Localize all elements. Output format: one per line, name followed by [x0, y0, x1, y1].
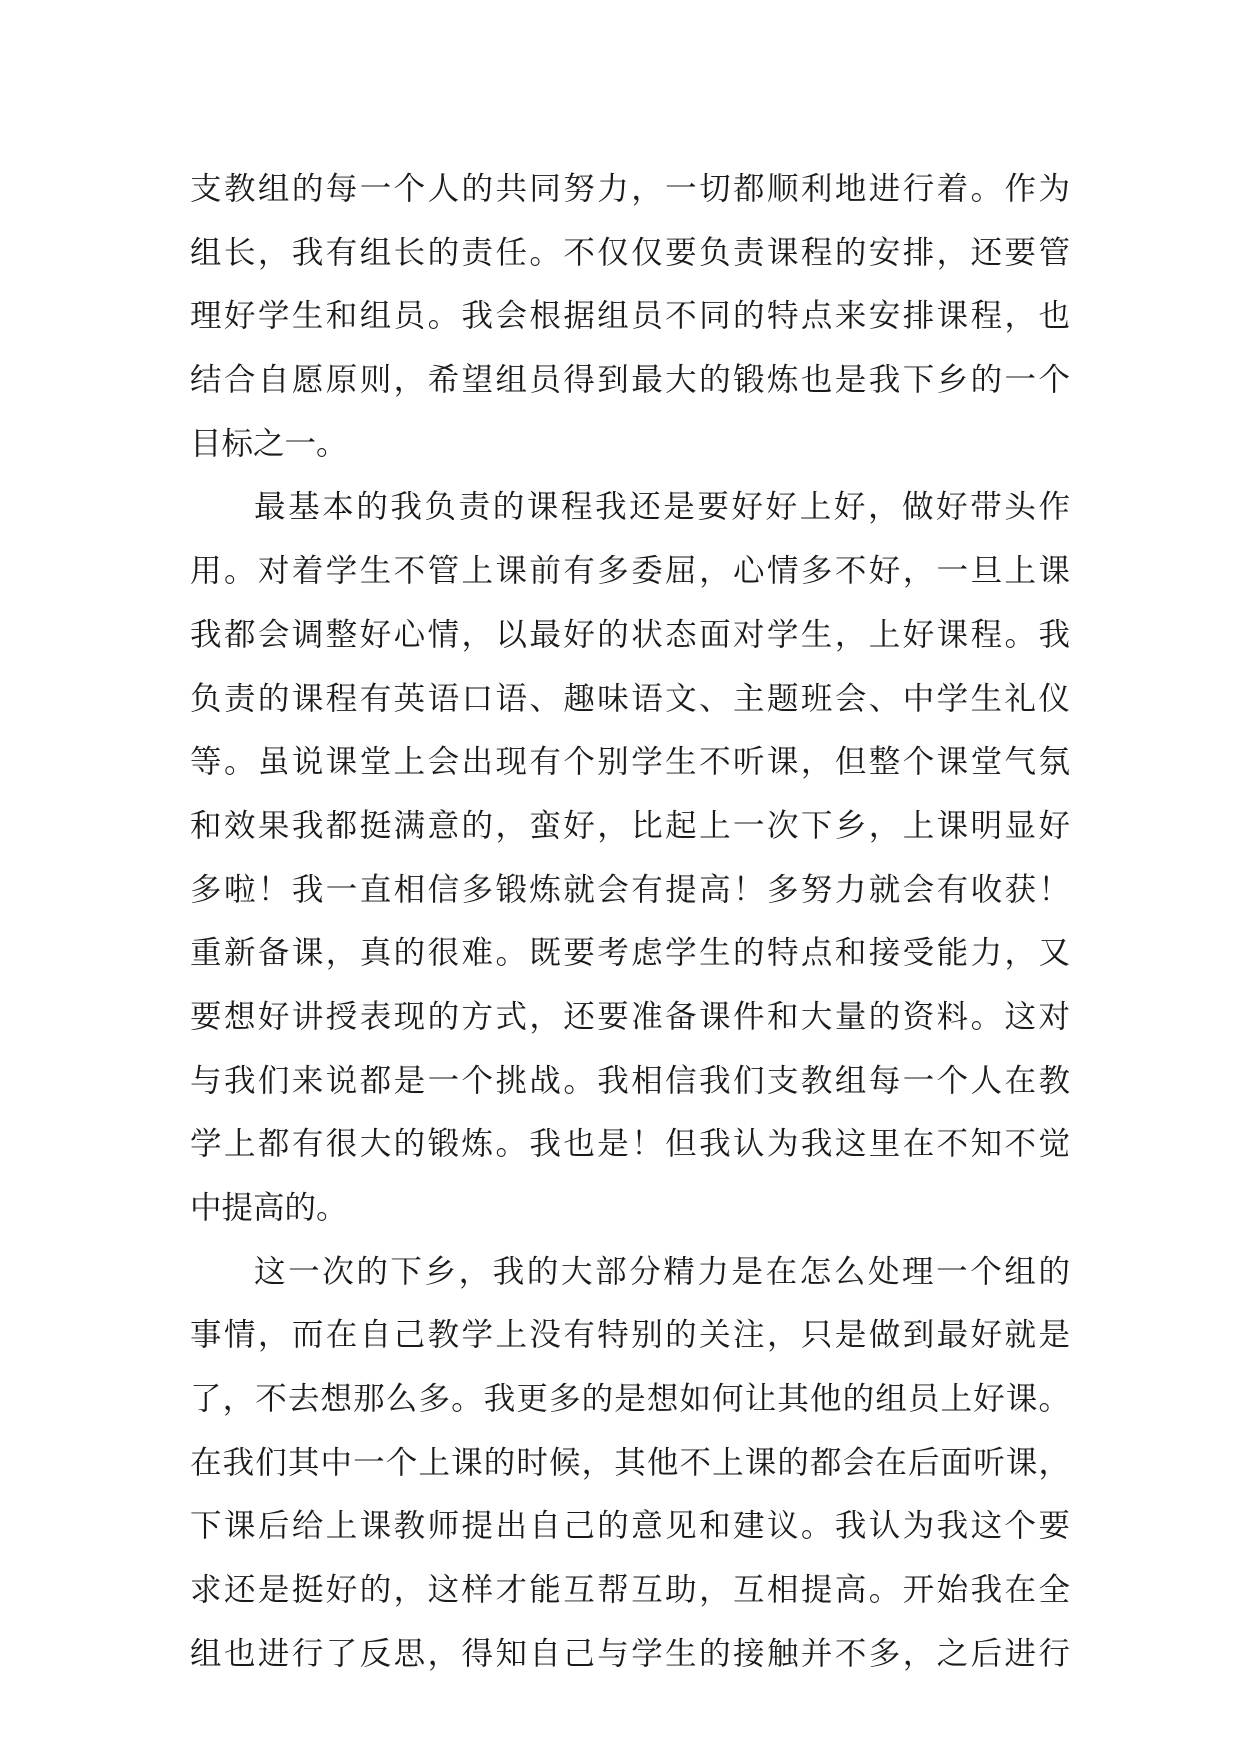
text-line: 负责的课程有英语口语、趣味语文、主题班会、中学生礼仪 — [190, 680, 1070, 717]
text-line: 结合自愿原则，希望组员得到最大的锻炼也是我下乡的一个 — [190, 362, 1070, 399]
text-line: 最基本的我负责的课程我还是要好好上好，做好带头作 — [254, 489, 1070, 526]
text-line: 学上都有很大的锻炼。我也是！但我认为我这里在不知不觉 — [190, 1126, 1070, 1163]
text-line: 我都会调整好心情，以最好的状态面对学生，上好课程。我 — [190, 616, 1070, 653]
text-line: 支教组的每一个人的共同努力，一切都顺利地进行着。作为 — [190, 171, 1070, 207]
text-line: 组也进行了反思，得知自己与学生的接触并不多，之后进行 — [190, 1635, 1070, 1672]
text-line: 和效果我都挺满意的，蛮好，比起上一次下乡，上课明显好 — [190, 807, 1070, 844]
text-line: 目标之一。 — [190, 425, 348, 462]
text-line: 中提高的。 — [190, 1190, 348, 1226]
text-line: 求还是挺好的，这样才能互帮互助，互相提高。开始我在全 — [190, 1572, 1070, 1609]
text-line: 重新备课，真的很难。既要考虑学生的特点和接受能力，又 — [190, 935, 1070, 972]
text-line: 多啦！我一直相信多锻炼就会有提高！多努力就会有收获！ — [190, 871, 1070, 908]
text-line: 理好学生和组员。我会根据组员不同的特点来安排课程，也 — [190, 298, 1070, 335]
document-body — [190, 158, 1070, 1687]
text-line: 组长，我有组长的责任。不仅仅要负责课程的安排，还要管 — [190, 234, 1070, 271]
text-line: 这一次的下乡，我的大部分精力是在怎么处理一个组的 — [254, 1253, 1070, 1290]
text-line: 了，不去想那么多。我更多的是想如何让其他的组员上好课。 — [190, 1381, 1070, 1418]
text-line: 要想好讲授表现的方式，还要准备课件和大量的资料。这对 — [190, 998, 1070, 1035]
text-line: 在我们其中一个上课的时候，其他不上课的都会在后面听课， — [190, 1444, 1070, 1481]
text-line: 等。虽说课堂上会出现有个别学生不听课，但整个课堂气氛 — [190, 744, 1070, 781]
text-line: 与我们来说都是一个挑战。我相信我们支教组每一个人在教 — [190, 1062, 1070, 1099]
text-line: 事情，而在自己教学上没有特别的关注，只是做到最好就是 — [190, 1317, 1070, 1354]
text-line: 用。对着学生不管上课前有多委屈，心情多不好，一旦上课 — [190, 553, 1070, 590]
text-line: 下课后给上课教师提出自己的意见和建议。我认为我这个要 — [190, 1508, 1070, 1545]
